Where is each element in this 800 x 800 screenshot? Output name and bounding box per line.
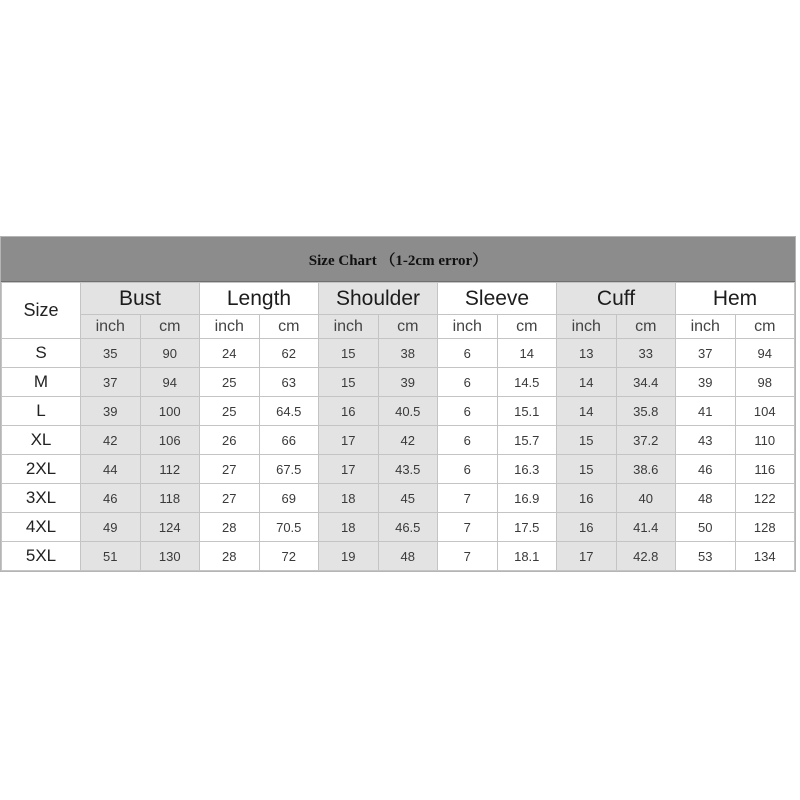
size-label: S: [2, 339, 81, 368]
measurement-cell: 13: [557, 339, 617, 368]
measurement-cell: 130: [140, 542, 200, 571]
measurement-cell: 28: [200, 542, 260, 571]
hem-header: Hem: [676, 283, 795, 315]
measurement-cell: 14: [557, 368, 617, 397]
measurement-cell: 15: [557, 426, 617, 455]
unit-header-row: [2, 315, 795, 339]
measurement-cell: 16.3: [497, 455, 557, 484]
table-row: [2, 339, 795, 368]
measurement-cell: 112: [140, 455, 200, 484]
measurement-cell: 16: [319, 397, 379, 426]
measurement-cell: 17: [319, 426, 379, 455]
measurement-cell: 16: [557, 484, 617, 513]
table-row: [2, 513, 795, 542]
measurement-cell: 94: [140, 368, 200, 397]
table-row: [2, 368, 795, 397]
measurement-cell: 15.1: [497, 397, 557, 426]
measurement-cell: 18: [319, 513, 379, 542]
unit-cm: cm: [259, 315, 319, 339]
unit-inch: inch: [319, 315, 379, 339]
measurement-cell: 63: [259, 368, 319, 397]
measurement-cell: 25: [200, 368, 260, 397]
unit-inch: inch: [676, 315, 736, 339]
measurement-cell: 6: [438, 455, 498, 484]
measurement-cell: 17: [319, 455, 379, 484]
unit-inch: inch: [200, 315, 260, 339]
measurement-cell: 43: [676, 426, 736, 455]
measurement-cell: 42: [378, 426, 438, 455]
measurement-cell: 40.5: [378, 397, 438, 426]
measurement-cell: 44: [81, 455, 141, 484]
bust-header: Bust: [81, 283, 200, 315]
measurement-cell: 41: [676, 397, 736, 426]
measurement-cell: 50: [676, 513, 736, 542]
measurement-cell: 17: [557, 542, 617, 571]
measurement-cell: 98: [735, 368, 795, 397]
measurement-cell: 33: [616, 339, 676, 368]
measurement-cell: 37: [81, 368, 141, 397]
measurement-cell: 46.5: [378, 513, 438, 542]
measurement-cell: 15: [557, 455, 617, 484]
measurement-cell: 17.5: [497, 513, 557, 542]
cuff-header: Cuff: [557, 283, 676, 315]
measurement-cell: 134: [735, 542, 795, 571]
measurement-cell: 49: [81, 513, 141, 542]
table-row: [2, 426, 795, 455]
measurement-cell: 35: [81, 339, 141, 368]
size-label: 2XL: [2, 455, 81, 484]
measurement-cell: 39: [81, 397, 141, 426]
measurement-cell: 14.5: [497, 368, 557, 397]
measurement-cell: 46: [81, 484, 141, 513]
size-rows: [2, 339, 795, 571]
measurement-cell: 66: [259, 426, 319, 455]
measurement-cell: 48: [378, 542, 438, 571]
size-table: [1, 282, 795, 571]
measurement-cell: 18.1: [497, 542, 557, 571]
measurement-cell: 27: [200, 455, 260, 484]
unit-inch: inch: [557, 315, 617, 339]
table-row: [2, 455, 795, 484]
table-row: [2, 397, 795, 426]
measurement-cell: 51: [81, 542, 141, 571]
measurement-cell: 67.5: [259, 455, 319, 484]
measurement-cell: 62: [259, 339, 319, 368]
measurement-cell: 72: [259, 542, 319, 571]
measurement-cell: 64.5: [259, 397, 319, 426]
measurement-cell: 39: [378, 368, 438, 397]
measurement-cell: 15: [319, 368, 379, 397]
measurement-cell: 128: [735, 513, 795, 542]
sleeve-header: Sleeve: [438, 283, 557, 315]
measurement-cell: 110: [735, 426, 795, 455]
measurement-cell: 43.5: [378, 455, 438, 484]
shoulder-header: Shoulder: [319, 283, 438, 315]
measurement-cell: 45: [378, 484, 438, 513]
table-row: [2, 484, 795, 513]
measurement-cell: 16.9: [497, 484, 557, 513]
size-label: 4XL: [2, 513, 81, 542]
measurement-cell: 106: [140, 426, 200, 455]
measurement-cell: 38: [378, 339, 438, 368]
measurement-cell: 19: [319, 542, 379, 571]
size-column-header: Size: [2, 283, 81, 339]
measurement-cell: 39: [676, 368, 736, 397]
unit-inch: inch: [438, 315, 498, 339]
measurement-cell: 25: [200, 397, 260, 426]
chart-title: Size Chart （1-2cm error）: [1, 237, 795, 282]
measurement-cell: 15.7: [497, 426, 557, 455]
unit-cm: cm: [140, 315, 200, 339]
unit-cm: cm: [735, 315, 795, 339]
measurement-cell: 35.8: [616, 397, 676, 426]
measurement-cell: 14: [497, 339, 557, 368]
measurement-cell: 116: [735, 455, 795, 484]
size-chart: [0, 236, 796, 572]
group-header-row: [2, 283, 795, 315]
measurement-cell: 24: [200, 339, 260, 368]
length-header: Length: [200, 283, 319, 315]
measurement-cell: 46: [676, 455, 736, 484]
measurement-cell: 122: [735, 484, 795, 513]
size-label: XL: [2, 426, 81, 455]
measurement-cell: 38.6: [616, 455, 676, 484]
measurement-cell: 100: [140, 397, 200, 426]
size-label: 5XL: [2, 542, 81, 571]
unit-cm: cm: [616, 315, 676, 339]
measurement-cell: 27: [200, 484, 260, 513]
measurement-cell: 16: [557, 513, 617, 542]
measurement-cell: 124: [140, 513, 200, 542]
measurement-cell: 7: [438, 513, 498, 542]
measurement-cell: 28: [200, 513, 260, 542]
measurement-cell: 70.5: [259, 513, 319, 542]
measurement-cell: 6: [438, 339, 498, 368]
measurement-cell: 104: [735, 397, 795, 426]
measurement-cell: 90: [140, 339, 200, 368]
measurement-cell: 42.8: [616, 542, 676, 571]
measurement-cell: 53: [676, 542, 736, 571]
measurement-cell: 6: [438, 368, 498, 397]
measurement-cell: 7: [438, 542, 498, 571]
measurement-cell: 15: [319, 339, 379, 368]
measurement-cell: 40: [616, 484, 676, 513]
unit-cm: cm: [497, 315, 557, 339]
measurement-cell: 18: [319, 484, 379, 513]
measurement-cell: 6: [438, 397, 498, 426]
table-row: [2, 542, 795, 571]
measurement-cell: 69: [259, 484, 319, 513]
measurement-cell: 41.4: [616, 513, 676, 542]
measurement-cell: 26: [200, 426, 260, 455]
size-label: 3XL: [2, 484, 81, 513]
measurement-cell: 42: [81, 426, 141, 455]
measurement-cell: 37: [676, 339, 736, 368]
measurement-cell: 37.2: [616, 426, 676, 455]
unit-inch: inch: [81, 315, 141, 339]
measurement-cell: 34.4: [616, 368, 676, 397]
size-label: L: [2, 397, 81, 426]
measurement-cell: 48: [676, 484, 736, 513]
size-label: M: [2, 368, 81, 397]
measurement-cell: 14: [557, 397, 617, 426]
measurement-cell: 6: [438, 426, 498, 455]
unit-cm: cm: [378, 315, 438, 339]
measurement-cell: 94: [735, 339, 795, 368]
measurement-cell: 118: [140, 484, 200, 513]
measurement-cell: 7: [438, 484, 498, 513]
